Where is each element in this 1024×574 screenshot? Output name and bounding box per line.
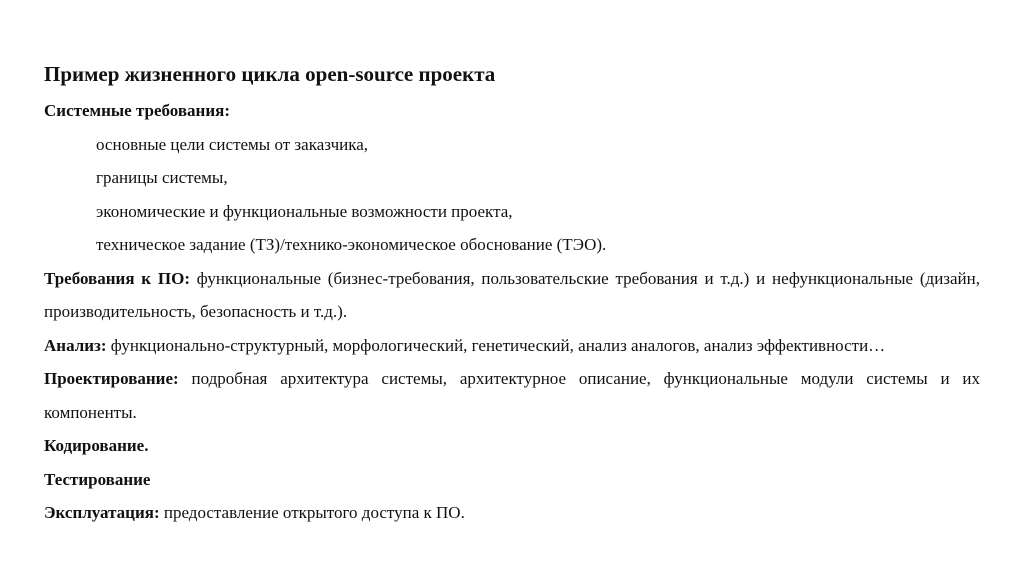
system-requirements-item: экономические и функциональные возможности проекта, — [96, 201, 513, 221]
software-requirements-paragraph — [44, 262, 980, 329]
slide-content — [44, 58, 980, 530]
testing-paragraph — [44, 463, 980, 497]
design-paragraph — [44, 362, 980, 429]
operation-paragraph — [44, 496, 980, 530]
software-requirements-text: функциональные (бизнес-требования, пользовательские требования и т.д.) и нефункциональные (дизайн, производительность, безопасность и т.д.). — [44, 268, 980, 321]
analysis-text: функционально-структурный, морфологический, генетический, анализ аналогов, анализ эффективности… — [106, 335, 886, 355]
system-requirements-heading: Системные требования: — [44, 101, 230, 120]
coding-heading: Кодирование. — [44, 436, 149, 455]
coding-paragraph — [44, 429, 980, 463]
design-text: подробная архитектура системы, архитектурное описание, функциональные модули системы и их компоненты. — [44, 369, 980, 422]
system-requirements-item: техническое задание (ТЗ)/технико-экономическое обоснование (ТЭО). — [96, 235, 607, 254]
design-heading: Проектирование: — [44, 369, 179, 388]
software-requirements-heading: Требования к ПО: — [44, 268, 190, 288]
operation-heading: Эксплуатация: — [44, 503, 160, 522]
operation-text: предоставление открытого доступа к ПО. — [159, 503, 465, 522]
analysis-heading: Анализ: — [44, 335, 107, 355]
slide-title: Пример жизненного цикла open-source проекта — [44, 62, 496, 86]
system-requirements-item: границы системы, — [96, 168, 228, 187]
analysis-paragraph — [44, 329, 980, 363]
testing-heading: Тестирование — [44, 469, 151, 489]
system-requirements-item: основные цели системы от заказчика, — [96, 134, 369, 154]
